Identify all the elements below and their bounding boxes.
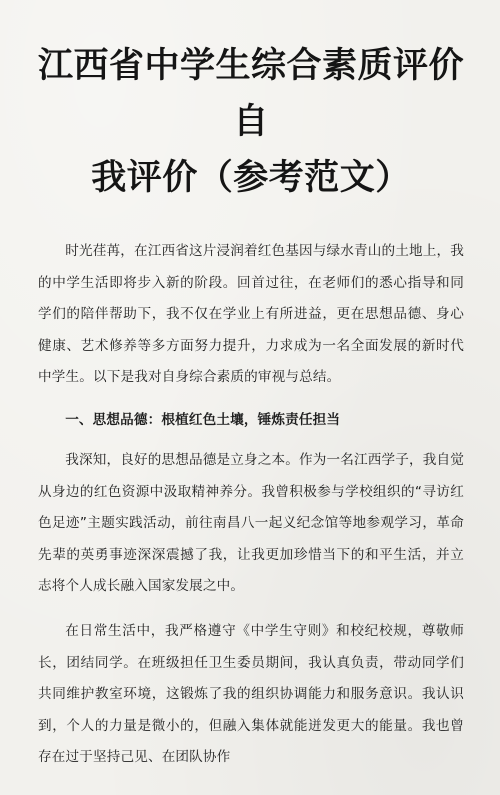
document-title-line-2: 我评价（参考范文） [91, 158, 411, 198]
body-paragraph: 我深知，良好的思想品德是立身之本。作为一名江西学子，我自觉从身边的红色资源中汲取精神养分。我曾积极参与学校组织的“寻访红色足迹”主题实践活动，前往南昌八一起义纪念馆等地参观学习，革命先辈的英勇事迹深深震撼了我，让我更加珍惜当下的和平生活，并立志将个人成长融入国家发展之中。 [38, 451, 464, 595]
intro-paragraph: 时光荏苒，在江西省这片浸润着红色基因与绿水青山的土地上，我的中学生活即将步入新的阶段。回首过往，在老师们的悉心指导和同学们的陪伴帮助下，我不仅在学业上有所进益，更在思想品德、身心健康、艺术修养等多方面努力提升，力求成为一名全面发展的新时代中学生。以下是我对自身综合素质的审视与总结。 [38, 243, 464, 386]
section-heading: 一、思想品德：根植红色土壤，锤炼责任担当 [65, 411, 341, 428]
document-title [38, 38, 464, 206]
document-title-line-1: 江西省中学生综合素质评价自 [38, 46, 465, 142]
body-paragraph: 在日常生活中，我严格遵守《中学生守则》和校纪校规，尊敬师长，团结同学。在班级担任卫生委员期间，我认真负责，带动同学们共同维护教室环境，这锻炼了我的组织协调能力和服务意识。我认识到，个人的力量是微小的，但融入集体就能迸发更大的能量。我也曾存在过于坚持己见、在团队协作 [38, 622, 464, 766]
